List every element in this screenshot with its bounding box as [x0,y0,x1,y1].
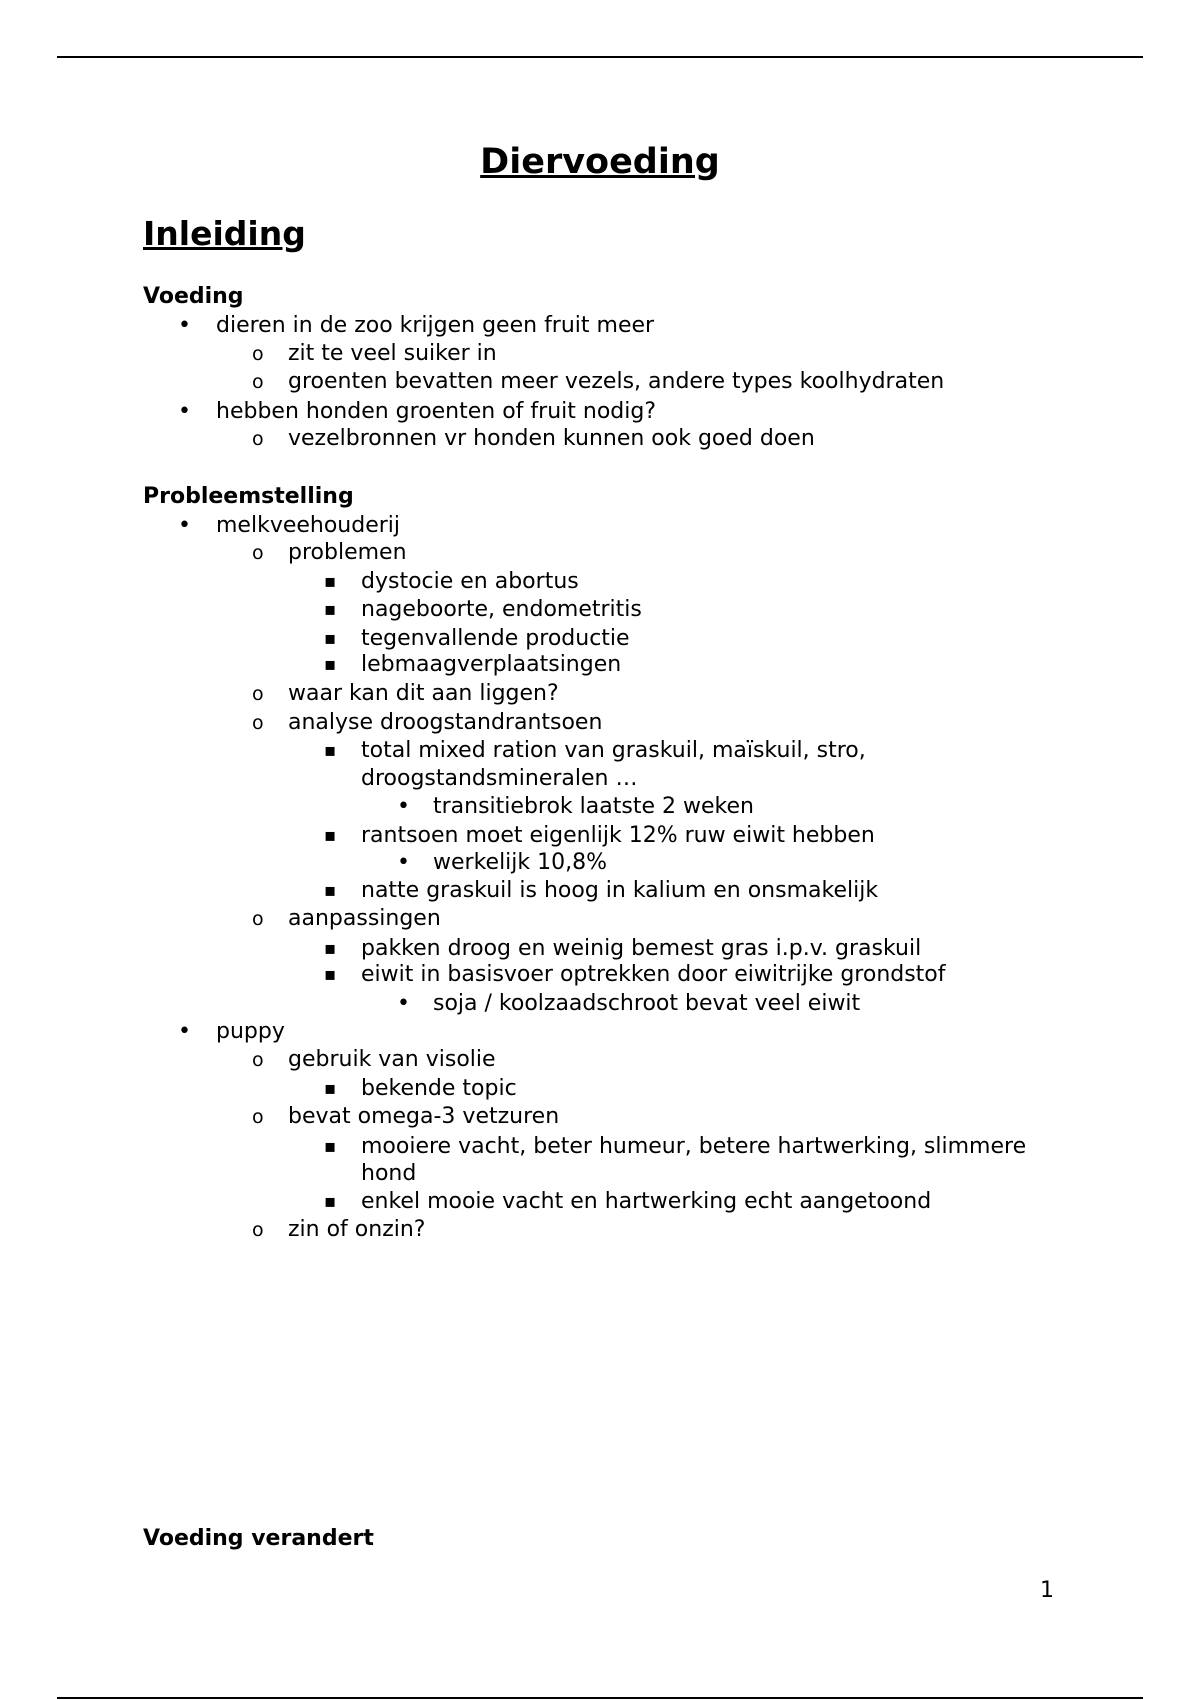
list-item: zin of onzin? [288,1217,426,1242]
bullet: ▪ [324,938,337,959]
bullet: ▪ [324,571,337,592]
list-item: soja / koolzaadschroot bevat veel eiwit [433,991,861,1016]
bullet: ▪ [324,1136,337,1157]
list-item: gebruik van visolie [288,1047,496,1072]
bullet: • [178,313,191,338]
bullet: • [397,991,410,1016]
bullet: ▪ [324,599,337,620]
list-item: pakken droog en weinig bemest gras i.p.v. graskuil [361,936,922,961]
list-item: melkveehouderij [216,513,401,538]
bullet: ▪ [324,825,337,846]
bullet: ▪ [324,654,337,675]
bullet: o [252,712,264,734]
list-item: puppy [216,1019,285,1044]
heading-voeding-verandert: Voeding verandert [143,1526,374,1551]
header-rule [57,56,1143,58]
bullet: o [252,683,264,705]
bullet: o [252,542,264,564]
bullet: o [252,428,264,450]
bullet: ▪ [324,628,337,649]
list-item: waar kan dit aan liggen? [288,681,559,706]
list-item: werkelijk 10,8% [433,850,608,875]
heading-voeding: Voeding [143,284,244,309]
list-item: natte graskuil is hoog in kalium en onsmakelijk [361,878,879,903]
list-item: dystocie en abortus [361,569,579,594]
list-item: hebben honden groenten of fruit nodig? [216,399,657,424]
document-title: Diervoeding [480,142,720,182]
bullet: o [252,908,264,930]
list-item-continuation: hond [361,1161,417,1186]
list-item: nageboorte, endometritis [361,597,642,622]
list-item: problemen [288,540,407,565]
list-item: groenten bevatten meer vezels, andere types koolhydraten [288,369,945,394]
list-item: total mixed ration van graskuil, maïskuil, stro, [361,738,866,763]
list-item: zit te veel suiker in [288,341,497,366]
list-item: eiwit in basisvoer optrekken door eiwitrijke grondstof [361,962,946,987]
list-item: aanpassingen [288,906,441,931]
list-item: vezelbronnen vr honden kunnen ook goed doen [288,426,815,451]
bullet: o [252,371,264,393]
list-item: tegenvallende productie [361,626,630,651]
list-item: dieren in de zoo krijgen geen fruit meer [216,313,655,338]
list-item: mooiere vacht, beter humeur, betere hartwerking, slimmere [361,1134,1027,1159]
bullet: • [178,513,191,538]
bullet: o [252,343,264,365]
bullet: o [252,1049,264,1071]
bullet: • [178,399,191,424]
list-item: bevat omega-3 vetzuren [288,1104,560,1129]
bullet: • [397,794,410,819]
bullet: ▪ [324,740,337,761]
bullet: ▪ [324,1191,337,1212]
bullet: ▪ [324,880,337,901]
heading-probleemstelling: Probleemstelling [143,484,354,509]
bullet: o [252,1106,264,1128]
list-item: bekende topic [361,1076,517,1101]
bullet: • [397,850,410,875]
list-item: enkel mooie vacht en hartwerking echt aangetoond [361,1189,932,1214]
list-item: transitiebrok laatste 2 weken [433,794,754,819]
bullet: ▪ [324,1078,337,1099]
list-item: analyse droogstandrantsoen [288,710,603,735]
footer-rule [57,1697,1143,1699]
list-item: rantsoen moet eigenlijk 12% ruw eiwit hebben [361,823,875,848]
bullet: o [252,1219,264,1241]
bullet: ▪ [324,964,337,985]
bullet: • [178,1019,191,1044]
page-number: 1 [1040,1578,1054,1603]
list-item: lebmaagverplaatsingen [361,652,622,677]
list-item-continuation: droogstandsmineralen … [361,766,638,791]
heading-inleiding: Inleiding [143,214,306,253]
